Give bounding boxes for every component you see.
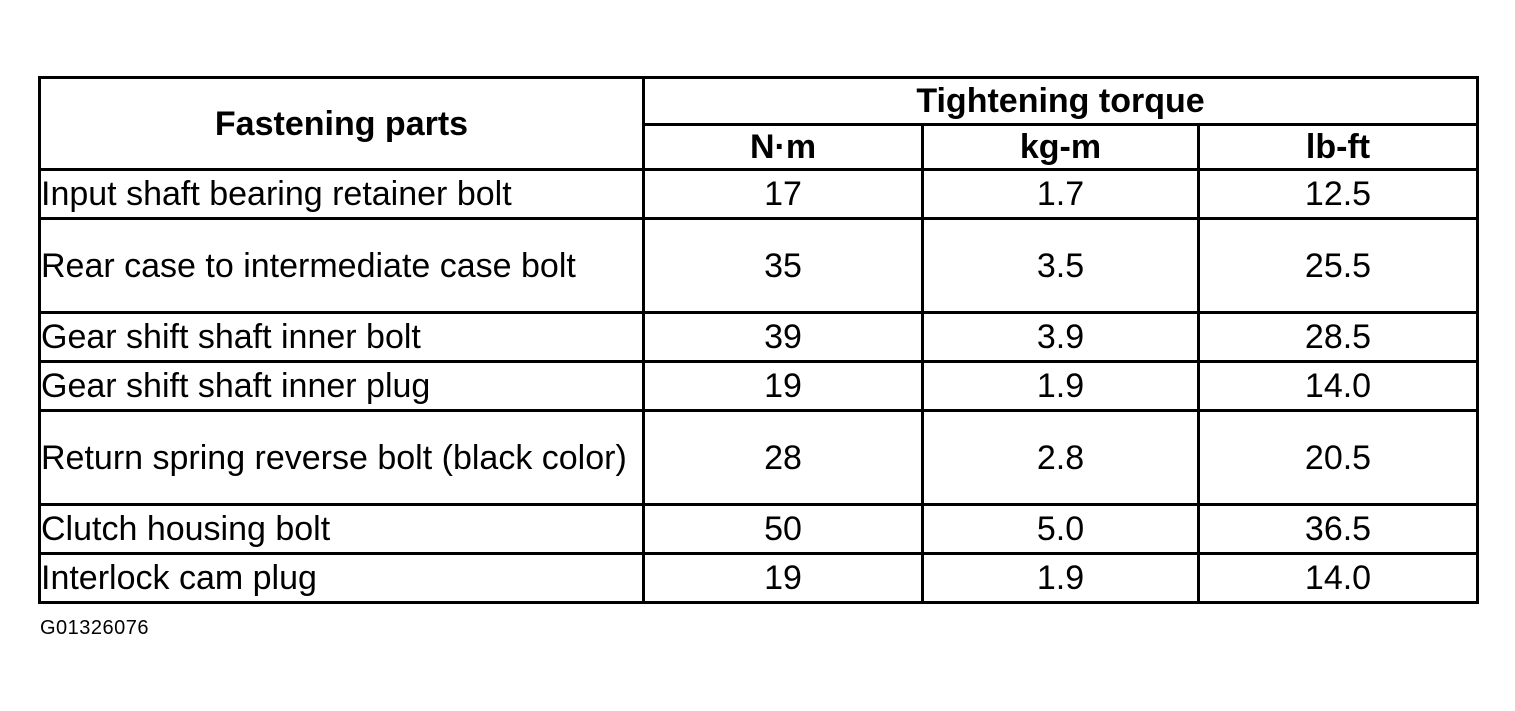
value-kgm: 2.8: [923, 411, 1199, 505]
value-lbft: 28.5: [1199, 313, 1478, 362]
value-kgm: 5.0: [923, 505, 1199, 554]
value-nm: 17: [644, 170, 923, 219]
part-name: Return spring reverse bolt (black color): [40, 411, 644, 505]
part-name: Gear shift shaft inner bolt: [40, 313, 644, 362]
part-name: Input shaft bearing retainer bolt: [40, 170, 644, 219]
table-row: [40, 362, 1478, 411]
value-nm: 35: [644, 219, 923, 313]
value-lbft: 36.5: [1199, 505, 1478, 554]
value-kgm: 1.9: [923, 362, 1199, 411]
value-nm: 39: [644, 313, 923, 362]
table-row: [40, 313, 1478, 362]
table-row: [40, 554, 1478, 603]
part-name: Gear shift shaft inner plug: [40, 362, 644, 411]
value-lbft: 20.5: [1199, 411, 1478, 505]
table-row: [40, 219, 1478, 313]
value-lbft: 12.5: [1199, 170, 1478, 219]
value-lbft: 14.0: [1199, 362, 1478, 411]
header-fastening-parts: Fastening parts: [40, 78, 644, 170]
figure-id: G01326076: [40, 617, 150, 639]
value-kgm: 3.9: [923, 313, 1199, 362]
value-kgm: 1.9: [923, 554, 1199, 603]
part-name: Clutch housing bolt: [40, 505, 644, 554]
part-name: Interlock cam plug: [40, 554, 644, 603]
value-kgm: 1.7: [923, 170, 1199, 219]
table-row: [40, 411, 1478, 505]
value-nm: 19: [644, 362, 923, 411]
header-unit-nm: N·m: [644, 125, 923, 170]
value-nm: 19: [644, 554, 923, 603]
part-name: Rear case to intermediate case bolt: [40, 219, 644, 313]
value-nm: 28: [644, 411, 923, 505]
header-unit-kgm: kg-m: [923, 125, 1199, 170]
torque-spec-table: [38, 76, 1479, 604]
table-row: [40, 170, 1478, 219]
value-lbft: 25.5: [1199, 219, 1478, 313]
value-lbft: 14.0: [1199, 554, 1478, 603]
header-tightening-torque: Tightening torque: [644, 78, 1478, 125]
table-row: [40, 505, 1478, 554]
value-nm: 50: [644, 505, 923, 554]
header-unit-lbft: lb-ft: [1199, 125, 1478, 170]
value-kgm: 3.5: [923, 219, 1199, 313]
